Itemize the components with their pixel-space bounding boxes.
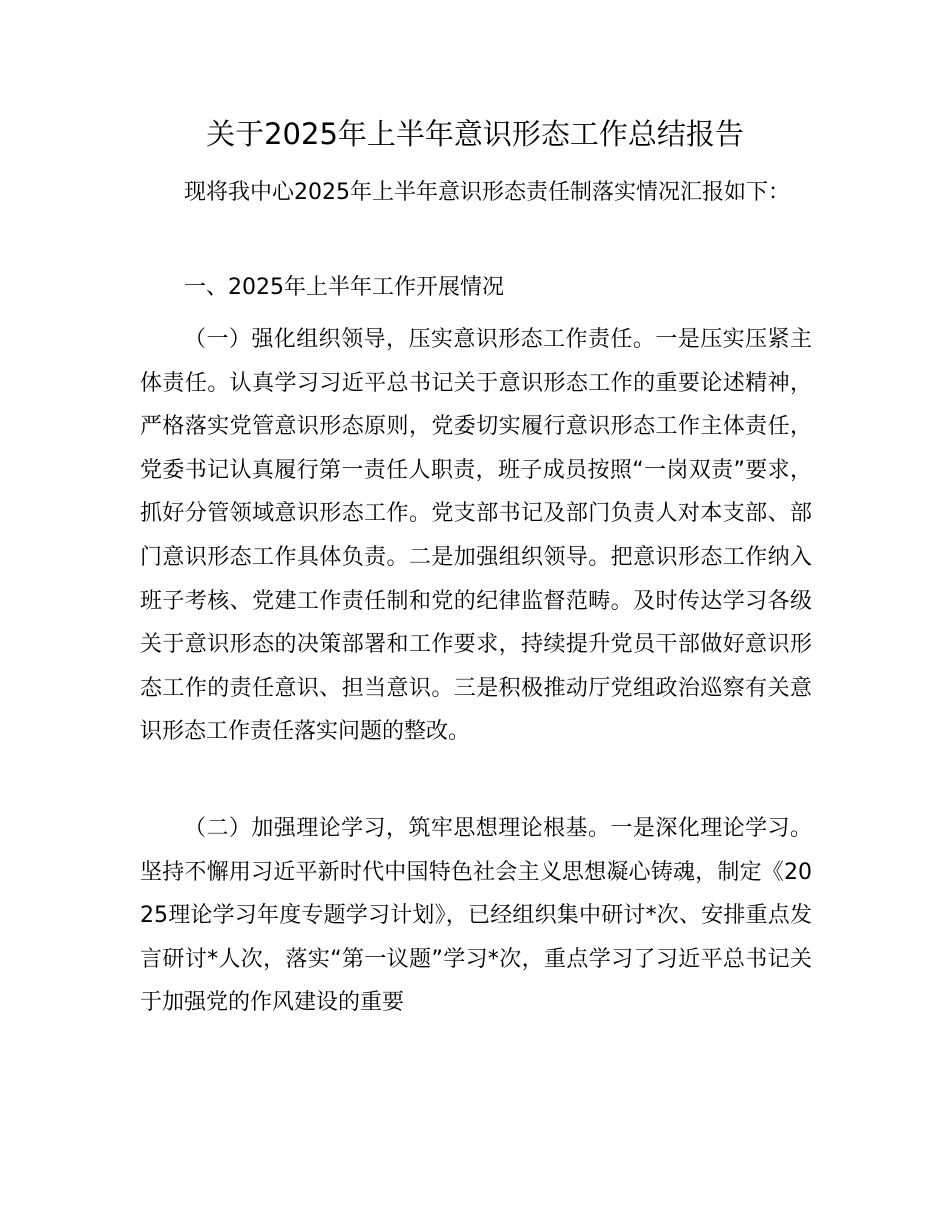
document-title: 关于2025年上半年意识形态工作总结报告 [206,117,744,151]
subsection-1-paragraph: （一）强化组织领导，压实意识形态工作责任。一是压实压紧主体责任。认真学习习近平总书记关于意识形态工作的重要论述精神，严格落实党管意识形态原则，党委切实履行意识形态工作主体责任，党委书记认真履行第一责任人职责，班子成员按照“一岗双责”要求，抓好分管领域意识形态工作。党支部书记及部门负责人对本支部、部门意识形态工作具体负责。二是加强组织领导。把意识形态工作纳入班子考核、党建工作责任制和党的纪律监督范畴。及时传达学习各级关于意识形态的决策部署和工作要求，持续提升党员干部做好意识形态工作的责任意识、担当意识。三是积极推动厅党组政治巡察有关意识形态工作责任落实问题的整改。 [140,327,812,745]
intro-paragraph: 现将我中心2025年上半年意识形态责任制落实情况汇报如下： [184,180,790,205]
section-1-heading: 一、2025年上半年工作开展情况 [184,275,504,300]
subsection-2-paragraph: （二）加强理论学习，筑牢思想理论根基。一是深化理论学习。坚持不懈用习近平新时代中国特色社会主义思想凝心铸魂，制定《2025理论学习年度专题学习计划》，已经组织集中研讨*次、安排重点发言研讨*人次，落实“第一议题”学习*次，重点学习了习近平总书记关于加强党的作风建设的重要 [140,816,812,1016]
